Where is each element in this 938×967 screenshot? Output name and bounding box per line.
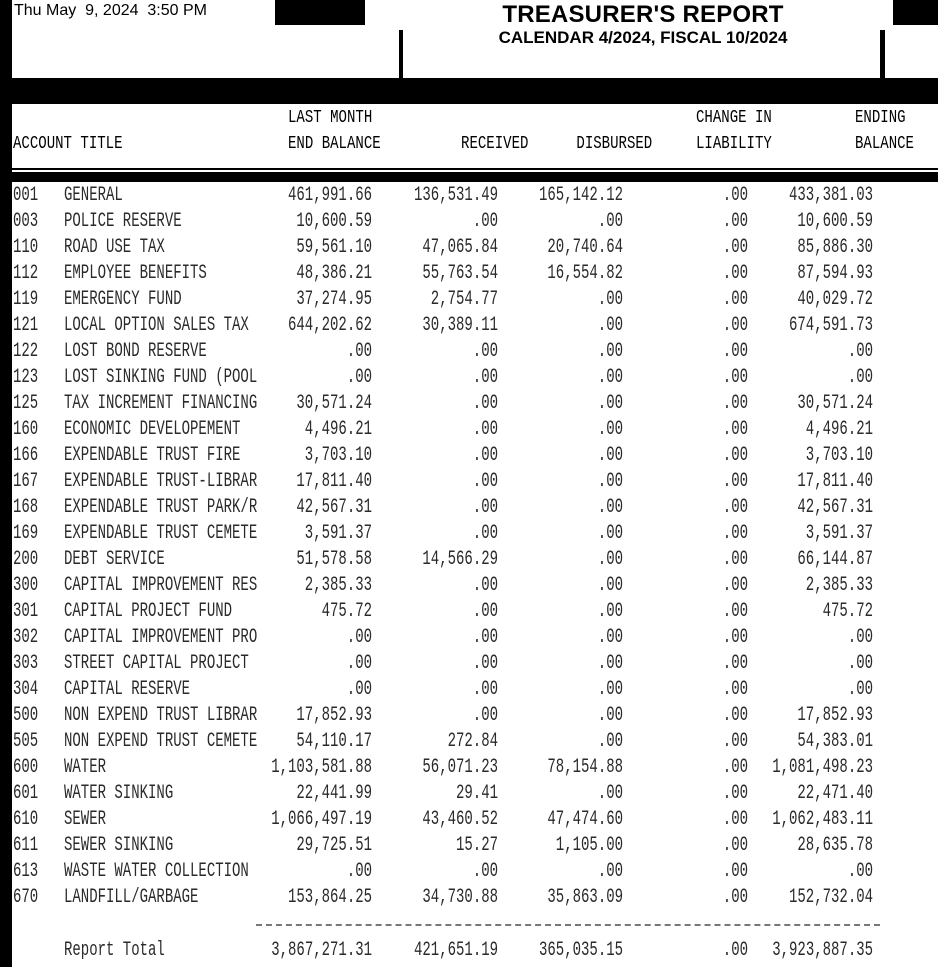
disbursed: 20,740.64 — [547, 236, 623, 259]
table-row — [0, 573, 938, 599]
change-liability: .00 — [722, 288, 748, 311]
last-balance: 54,110.17 — [296, 730, 372, 753]
disbursed: .00 — [597, 730, 623, 753]
disbursed: .00 — [597, 470, 623, 493]
change-liability: .00 — [722, 860, 748, 883]
last-balance: 644,202.62 — [287, 314, 372, 337]
received: .00 — [472, 678, 498, 701]
header-rule — [12, 168, 938, 170]
disbursed: .00 — [597, 574, 623, 597]
ending-balance: 17,852.93 — [797, 704, 873, 727]
account-title: WATER — [64, 756, 107, 779]
ending-balance: 433,381.03 — [788, 184, 873, 207]
change-liability: .00 — [722, 210, 748, 233]
change-liability: .00 — [722, 834, 748, 857]
change-liability: .00 — [722, 886, 748, 909]
received: .00 — [472, 600, 498, 623]
account-title: LANDFILL/GARBAGE — [64, 886, 199, 909]
ending-balance: .00 — [847, 626, 873, 649]
last-balance: 1,066,497.19 — [271, 808, 372, 831]
change-liability: .00 — [722, 314, 748, 337]
received: .00 — [472, 496, 498, 519]
received: .00 — [472, 392, 498, 415]
received: 14,566.29 — [422, 548, 498, 571]
account-title: NON EXPEND TRUST LIBRAR — [64, 704, 258, 727]
disbursed: .00 — [597, 210, 623, 233]
account-title: CAPITAL IMPROVEMENT RES — [64, 574, 258, 597]
total-disbursed: 365,035.15 — [538, 939, 623, 962]
account-code: 167 — [13, 470, 39, 493]
received: .00 — [472, 340, 498, 363]
account-title: EMPLOYEE BENEFITS — [64, 262, 207, 285]
change-liability: .00 — [722, 600, 748, 623]
received: 56,071.23 — [422, 756, 498, 779]
account-code: 613 — [13, 860, 39, 883]
received: .00 — [472, 418, 498, 441]
ending-balance: 30,571.24 — [797, 392, 873, 415]
last-balance: 37,274.95 — [296, 288, 372, 311]
disbursed: .00 — [597, 392, 623, 415]
received: .00 — [472, 470, 498, 493]
received: .00 — [472, 210, 498, 233]
table-row — [0, 625, 938, 651]
report-subtitle: CALENDAR 4/2024, FISCAL 10/2024 — [498, 28, 788, 47]
last-balance: .00 — [346, 652, 372, 675]
received: .00 — [472, 626, 498, 649]
account-code: 505 — [13, 730, 39, 753]
total-ending-balance: 3,923,887.35 — [772, 939, 873, 962]
account-title: EMERGENCY FUND — [64, 288, 182, 311]
table-row — [0, 807, 938, 833]
account-title: STREET CAPITAL PROJECT — [64, 652, 249, 675]
table-row — [0, 417, 938, 443]
received: .00 — [472, 444, 498, 467]
received: .00 — [472, 574, 498, 597]
change-liability: .00 — [722, 756, 748, 779]
table-row — [0, 443, 938, 469]
total-received: 421,651.19 — [413, 939, 498, 962]
table-row — [0, 755, 938, 781]
last-balance: 42,567.31 — [296, 496, 372, 519]
ending-balance: 54,383.01 — [797, 730, 873, 753]
disbursed: .00 — [597, 444, 623, 467]
account-code: 610 — [13, 808, 39, 831]
total-separator — [256, 924, 880, 926]
column-header-liability: LIABILITY — [696, 134, 772, 154]
ending-balance: 674,591.73 — [788, 314, 873, 337]
ending-balance: 4,496.21 — [805, 418, 873, 441]
account-code: 003 — [13, 210, 39, 233]
ending-balance: .00 — [847, 366, 873, 389]
disbursed: 35,863.09 — [547, 886, 623, 909]
account-title: EXPENDABLE TRUST PARK/R — [64, 496, 258, 519]
account-title: SEWER SINKING — [64, 834, 174, 857]
account-title: GENERAL — [64, 184, 123, 207]
account-code: 122 — [13, 340, 39, 363]
change-liability: .00 — [722, 236, 748, 259]
total-last-balance: 3,867,271.31 — [271, 939, 372, 962]
column-header-end-balance: END BALANCE — [288, 134, 381, 154]
disbursed: .00 — [597, 626, 623, 649]
disbursed: .00 — [597, 652, 623, 675]
last-balance: 1,103,581.88 — [271, 756, 372, 779]
disbursed: 47,474.60 — [547, 808, 623, 831]
change-liability: .00 — [722, 678, 748, 701]
received: 47,065.84 — [422, 236, 498, 259]
received: 272.84 — [447, 730, 498, 753]
last-balance: 59,561.10 — [296, 236, 372, 259]
table-row — [0, 313, 938, 339]
last-balance: 4,496.21 — [304, 418, 372, 441]
account-title: NON EXPEND TRUST CEMETE — [64, 730, 258, 753]
last-balance: 48,386.21 — [296, 262, 372, 285]
account-title: WATER SINKING — [64, 782, 174, 805]
account-title: WASTE WATER COLLECTION — [64, 860, 249, 883]
disbursed: .00 — [597, 288, 623, 311]
account-title: CAPITAL IMPROVEMENT PRO — [64, 626, 258, 649]
change-liability: .00 — [722, 574, 748, 597]
account-code: 123 — [13, 366, 39, 389]
last-balance: 17,811.40 — [296, 470, 372, 493]
received: .00 — [472, 522, 498, 545]
received: 30,389.11 — [422, 314, 498, 337]
change-liability: .00 — [722, 808, 748, 831]
account-code: 125 — [13, 392, 39, 415]
table-row — [0, 183, 938, 209]
change-liability: .00 — [722, 652, 748, 675]
account-code: 001 — [13, 184, 39, 207]
last-balance: 51,578.58 — [296, 548, 372, 571]
received: .00 — [472, 860, 498, 883]
table-row — [0, 469, 938, 495]
ending-balance: 85,886.30 — [797, 236, 873, 259]
header-black-bar — [893, 0, 938, 25]
account-code: 121 — [13, 314, 39, 337]
change-liability: .00 — [722, 496, 748, 519]
account-code: 304 — [13, 678, 39, 701]
account-title: EXPENDABLE TRUST CEMETE — [64, 522, 258, 545]
account-title: SEWER — [64, 808, 107, 831]
account-title: LOST SINKING FUND (POOL — [64, 366, 258, 389]
received: .00 — [472, 366, 498, 389]
disbursed: 16,554.82 — [547, 262, 623, 285]
table-row — [0, 339, 938, 365]
disbursed: .00 — [597, 860, 623, 883]
ending-balance: 152,732.04 — [788, 886, 873, 909]
table-row — [0, 209, 938, 235]
column-header-ending-balance: BALANCE — [855, 134, 914, 154]
account-code: 302 — [13, 626, 39, 649]
ending-balance: 2,385.33 — [805, 574, 873, 597]
account-code: 169 — [13, 522, 39, 545]
account-code: 601 — [13, 782, 39, 805]
column-header-last-month: LAST MONTH — [288, 108, 373, 128]
received: 55,763.54 — [422, 262, 498, 285]
table-row — [0, 885, 938, 911]
account-code: 168 — [13, 496, 39, 519]
last-balance: 153,864.25 — [287, 886, 372, 909]
account-title: TAX INCREMENT FINANCING — [64, 392, 258, 415]
account-code: 166 — [13, 444, 39, 467]
disbursed: .00 — [597, 418, 623, 441]
table-row — [0, 859, 938, 885]
ending-balance: 66,144.87 — [797, 548, 873, 571]
header-rule-thick — [12, 172, 938, 182]
disbursed: .00 — [597, 782, 623, 805]
table-row — [0, 235, 938, 261]
change-liability: .00 — [722, 262, 748, 285]
account-title: EXPENDABLE TRUST FIRE — [64, 444, 241, 467]
ending-balance: 17,811.40 — [797, 470, 873, 493]
account-title: LOST BOND RESERVE — [64, 340, 207, 363]
ending-balance: 3,591.37 — [805, 522, 873, 545]
last-balance: 461,991.66 — [287, 184, 372, 207]
change-liability: .00 — [722, 782, 748, 805]
account-code: 611 — [13, 834, 39, 857]
ending-balance: 28,635.78 — [797, 834, 873, 857]
ending-balance: 42,567.31 — [797, 496, 873, 519]
column-header-received: RECEIVED — [460, 134, 528, 154]
last-balance: .00 — [346, 860, 372, 883]
change-liability: .00 — [722, 704, 748, 727]
table-row — [0, 651, 938, 677]
last-balance: 2,385.33 — [304, 574, 372, 597]
last-balance: .00 — [346, 626, 372, 649]
ending-balance: 1,081,498.23 — [772, 756, 873, 779]
disbursed: .00 — [597, 314, 623, 337]
ending-balance: 10,600.59 — [797, 210, 873, 233]
total-change: .00 — [722, 939, 748, 962]
account-code: 300 — [13, 574, 39, 597]
account-title: EXPENDABLE TRUST-LIBRAR — [64, 470, 258, 493]
disbursed: 165,142.12 — [538, 184, 623, 207]
ending-balance: 40,029.72 — [797, 288, 873, 311]
table-row — [0, 833, 938, 859]
account-title: LOCAL OPTION SALES TAX — [64, 314, 249, 337]
table-row — [0, 521, 938, 547]
ending-balance: 3,703.10 — [805, 444, 873, 467]
table-row — [0, 599, 938, 625]
received: .00 — [472, 652, 498, 675]
table-row — [0, 703, 938, 729]
received: 34,730.88 — [422, 886, 498, 909]
total-label: Report Total — [64, 939, 165, 962]
disbursed: .00 — [597, 678, 623, 701]
header-divider — [399, 30, 403, 80]
last-balance: .00 — [346, 366, 372, 389]
change-liability: .00 — [722, 340, 748, 363]
table-row — [0, 261, 938, 287]
account-title: CAPITAL RESERVE — [64, 678, 191, 701]
account-code: 500 — [13, 704, 39, 727]
last-balance: 30,571.24 — [296, 392, 372, 415]
last-balance: 29,725.51 — [296, 834, 372, 857]
column-header-disbursed: DISBURSED — [576, 134, 652, 154]
account-code: 200 — [13, 548, 39, 571]
change-liability: .00 — [722, 366, 748, 389]
ending-balance: .00 — [847, 860, 873, 883]
change-liability: .00 — [722, 626, 748, 649]
account-code: 119 — [13, 288, 39, 311]
change-liability: .00 — [722, 184, 748, 207]
table-row — [0, 287, 938, 313]
account-title: DEBT SERVICE — [64, 548, 165, 571]
disbursed: .00 — [597, 522, 623, 545]
received: 29.41 — [455, 782, 498, 805]
received: 2,754.77 — [430, 288, 498, 311]
header-band-separator — [12, 78, 938, 104]
ending-balance: .00 — [847, 340, 873, 363]
total-row — [0, 938, 938, 964]
account-code: 110 — [13, 236, 39, 259]
received: 43,460.52 — [422, 808, 498, 831]
change-liability: .00 — [722, 392, 748, 415]
change-liability: .00 — [722, 522, 748, 545]
table-row — [0, 391, 938, 417]
account-code: 303 — [13, 652, 39, 675]
account-title: POLICE RESERVE — [64, 210, 182, 233]
ending-balance: 475.72 — [822, 600, 873, 623]
change-liability: .00 — [722, 444, 748, 467]
disbursed: .00 — [597, 548, 623, 571]
change-liability: .00 — [722, 470, 748, 493]
account-code: 112 — [13, 262, 39, 285]
last-balance: 22,441.99 — [296, 782, 372, 805]
report-timestamp: Thu May 9, 2024 3:50 PM — [14, 2, 207, 19]
account-title: ECONOMIC DEVELOPEMENT — [64, 418, 241, 441]
table-row — [0, 495, 938, 521]
last-balance: 17,852.93 — [296, 704, 372, 727]
change-liability: .00 — [722, 730, 748, 753]
ending-balance: 87,594.93 — [797, 262, 873, 285]
disbursed: .00 — [597, 600, 623, 623]
report-title: TREASURER'S REPORT — [502, 1, 784, 28]
change-liability: .00 — [722, 548, 748, 571]
last-balance: 475.72 — [321, 600, 372, 623]
account-title: CAPITAL PROJECT FUND — [64, 600, 233, 623]
account-title: ROAD USE TAX — [64, 236, 165, 259]
account-code: 160 — [13, 418, 39, 441]
ending-balance: 22,471.40 — [797, 782, 873, 805]
last-balance: .00 — [346, 678, 372, 701]
disbursed: .00 — [597, 340, 623, 363]
column-header-account-title: ACCOUNT TITLE — [13, 134, 123, 154]
ending-balance: 1,062,483.11 — [772, 808, 873, 831]
received: 136,531.49 — [413, 184, 498, 207]
last-balance: 3,591.37 — [304, 522, 372, 545]
table-row — [0, 729, 938, 755]
received: 15.27 — [455, 834, 498, 857]
disbursed: .00 — [597, 704, 623, 727]
header-black-bar — [275, 0, 365, 25]
disbursed: 1,105.00 — [555, 834, 623, 857]
last-balance: 10,600.59 — [296, 210, 372, 233]
last-balance: .00 — [346, 340, 372, 363]
received: .00 — [472, 704, 498, 727]
disbursed: .00 — [597, 366, 623, 389]
table-row — [0, 547, 938, 573]
table-row — [0, 677, 938, 703]
table-row — [0, 781, 938, 807]
column-header-change-in: CHANGE IN — [696, 108, 772, 128]
disbursed: .00 — [597, 496, 623, 519]
table-row — [0, 365, 938, 391]
account-code: 301 — [13, 600, 39, 623]
ending-balance: .00 — [847, 678, 873, 701]
last-balance: 3,703.10 — [304, 444, 372, 467]
account-code: 670 — [13, 886, 39, 909]
column-header-ending: ENDING — [855, 108, 906, 128]
disbursed: 78,154.88 — [547, 756, 623, 779]
account-code: 600 — [13, 756, 39, 779]
change-liability: .00 — [722, 418, 748, 441]
ending-balance: .00 — [847, 652, 873, 675]
